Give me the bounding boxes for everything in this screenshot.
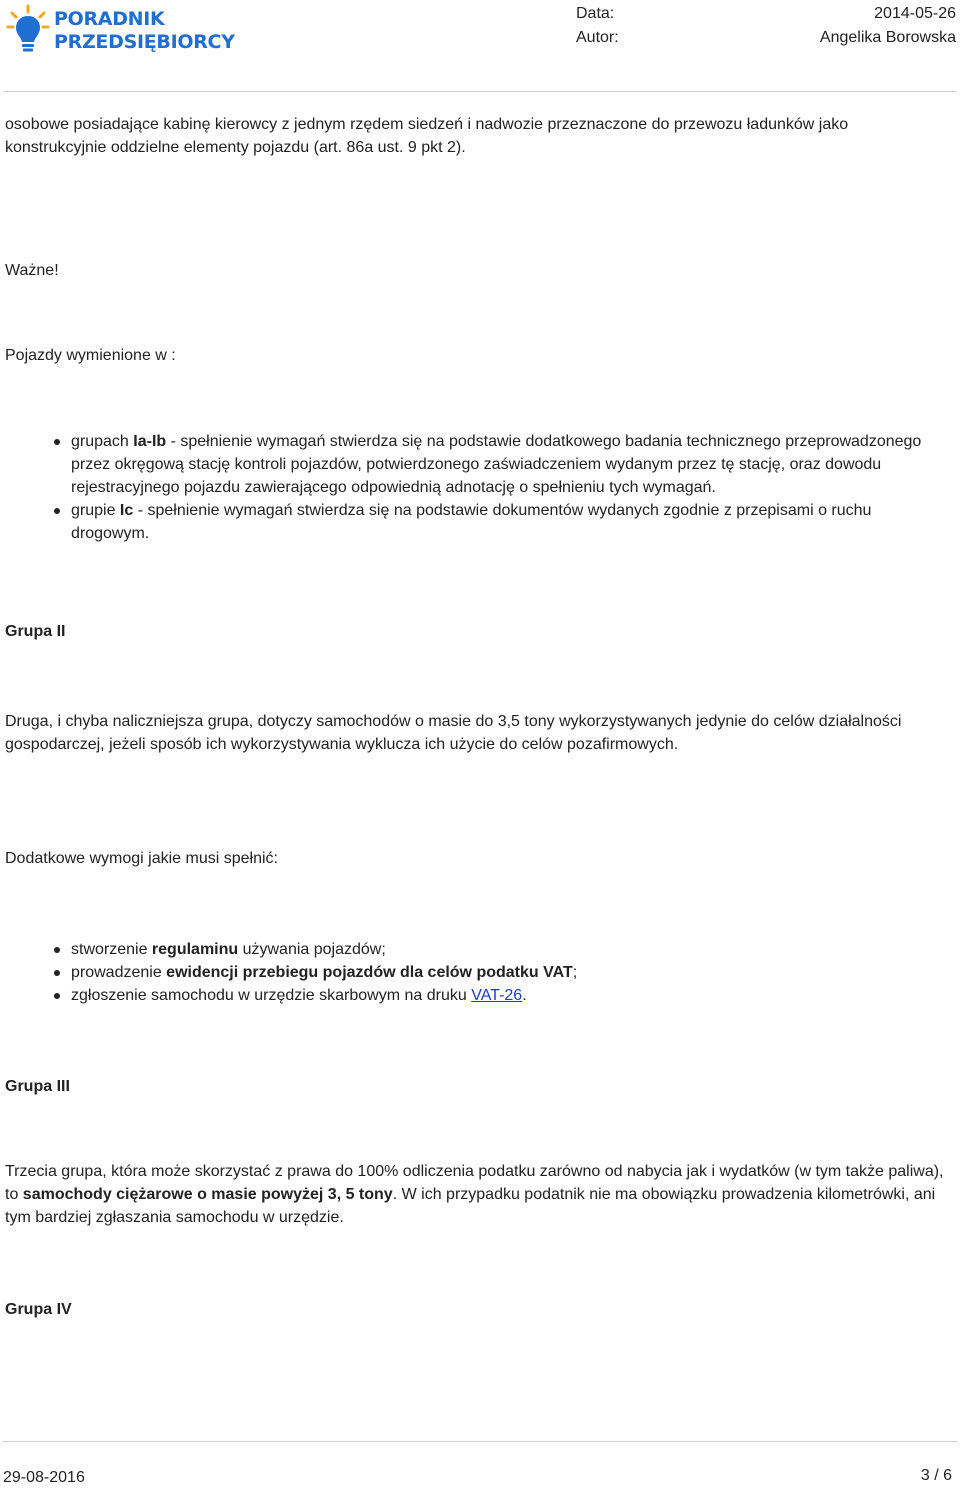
intro-paragraph: osobowe posiadające kabinę kierowcy z jednym rzędem siedzeń i nadwozie przeznaczone do przewozu ładunków jako konstrukcyjnie oddzielne elementy pojazdu (art. 86a ust. 9 pkt 2). [5,116,849,156]
additional-requirements-intro: Dodatkowe wymogi jakie musi spełnić: [5,850,278,867]
section-heading-grupa-ii: Grupa II [5,623,66,640]
page-header [0,0,960,92]
list-item: grupach Ia-Ib - spełnienie wymagań stwierdza się na podstawie dodatkowego badania technicznego przeprowadzonego przez okręgową stację kontroli pojazdów, potwierdzonego zaświadczeniem wydanym przez tę stację, oraz dowodu rejestracyjnego pojazdu zawierającego odpowiednią adnotację o spełnieniu tych wymagań. [5,430,945,499]
date-row [576,2,956,26]
logo[interactable] [6,4,235,54]
group-code: Ia-Ib [133,433,167,450]
logo-text-top: PORADNIK [54,8,165,30]
article-body [5,113,945,1321]
author-label: Autor: [576,29,619,46]
lightbulb-icon [6,4,50,54]
footer-date: 29-08-2016 [3,1469,85,1486]
vat-26-link[interactable]: VAT-26 [471,987,523,1004]
group-code: Ic [119,502,134,519]
list-item: zgłoszenie samochodu w urzędzie skarbowym na druku VAT-26. [5,984,945,1007]
section-heading-grupa-iii: Grupa III [5,1078,70,1095]
section-heading-grupa-iv: Grupa IV [5,1301,72,1318]
grupa-iii-paragraph: Trzecia grupa, która może skorzystać z prawa do 100% odliczenia podatku zarówno od nabycia jak i wydatków (w tym także paliwa), to samochody ciężarowe o masie powyżej 3, 5 tony. W ich przypadku podatnik nie ma obowiązku prowadzenia kilometrówki, ani tym bardziej zgłaszania samochodu w urzędzie. [5,1163,944,1226]
grupa-ii-paragraph: Druga, i chyba naliczniejsza grupa, dotyczy samochodów o masie do 3,5 tony wykorzystywanych jedynie do celów działalności gospodarczej, jeżeli sposób ich wykorzystywania wyklucza ich użycie do celów pozafirmowych. [5,713,902,753]
list-item: grupie Ic - spełnienie wymagań stwierdza się na podstawie dokumentów wydanych zgodnie z przepisami o ruchu drogowym. [5,499,945,545]
date-label: Data: [576,5,615,22]
vehicles-listed-paragraph: Pojazdy wymienione w : [5,347,176,364]
logo-text-bottom: PRZEDSIĘBIORCY [54,31,235,53]
footer-divider [3,1441,957,1442]
date-value: 2014-05-26 [874,5,956,22]
important-note: Ważne! [5,262,59,279]
author-value: Angelika Borowska [819,29,956,46]
list-item: prowadzenie ewidencji przebiegu pojazdów dla celów podatku VAT; [5,961,945,984]
requirements-list [5,938,945,1007]
author-row [576,26,956,50]
groups-list [5,430,945,545]
page-number: 3 / 6 [920,1467,952,1484]
header-divider [3,91,957,92]
document-meta [576,2,956,50]
list-item: stworzenie regulaminu używania pojazdów; [5,938,945,961]
